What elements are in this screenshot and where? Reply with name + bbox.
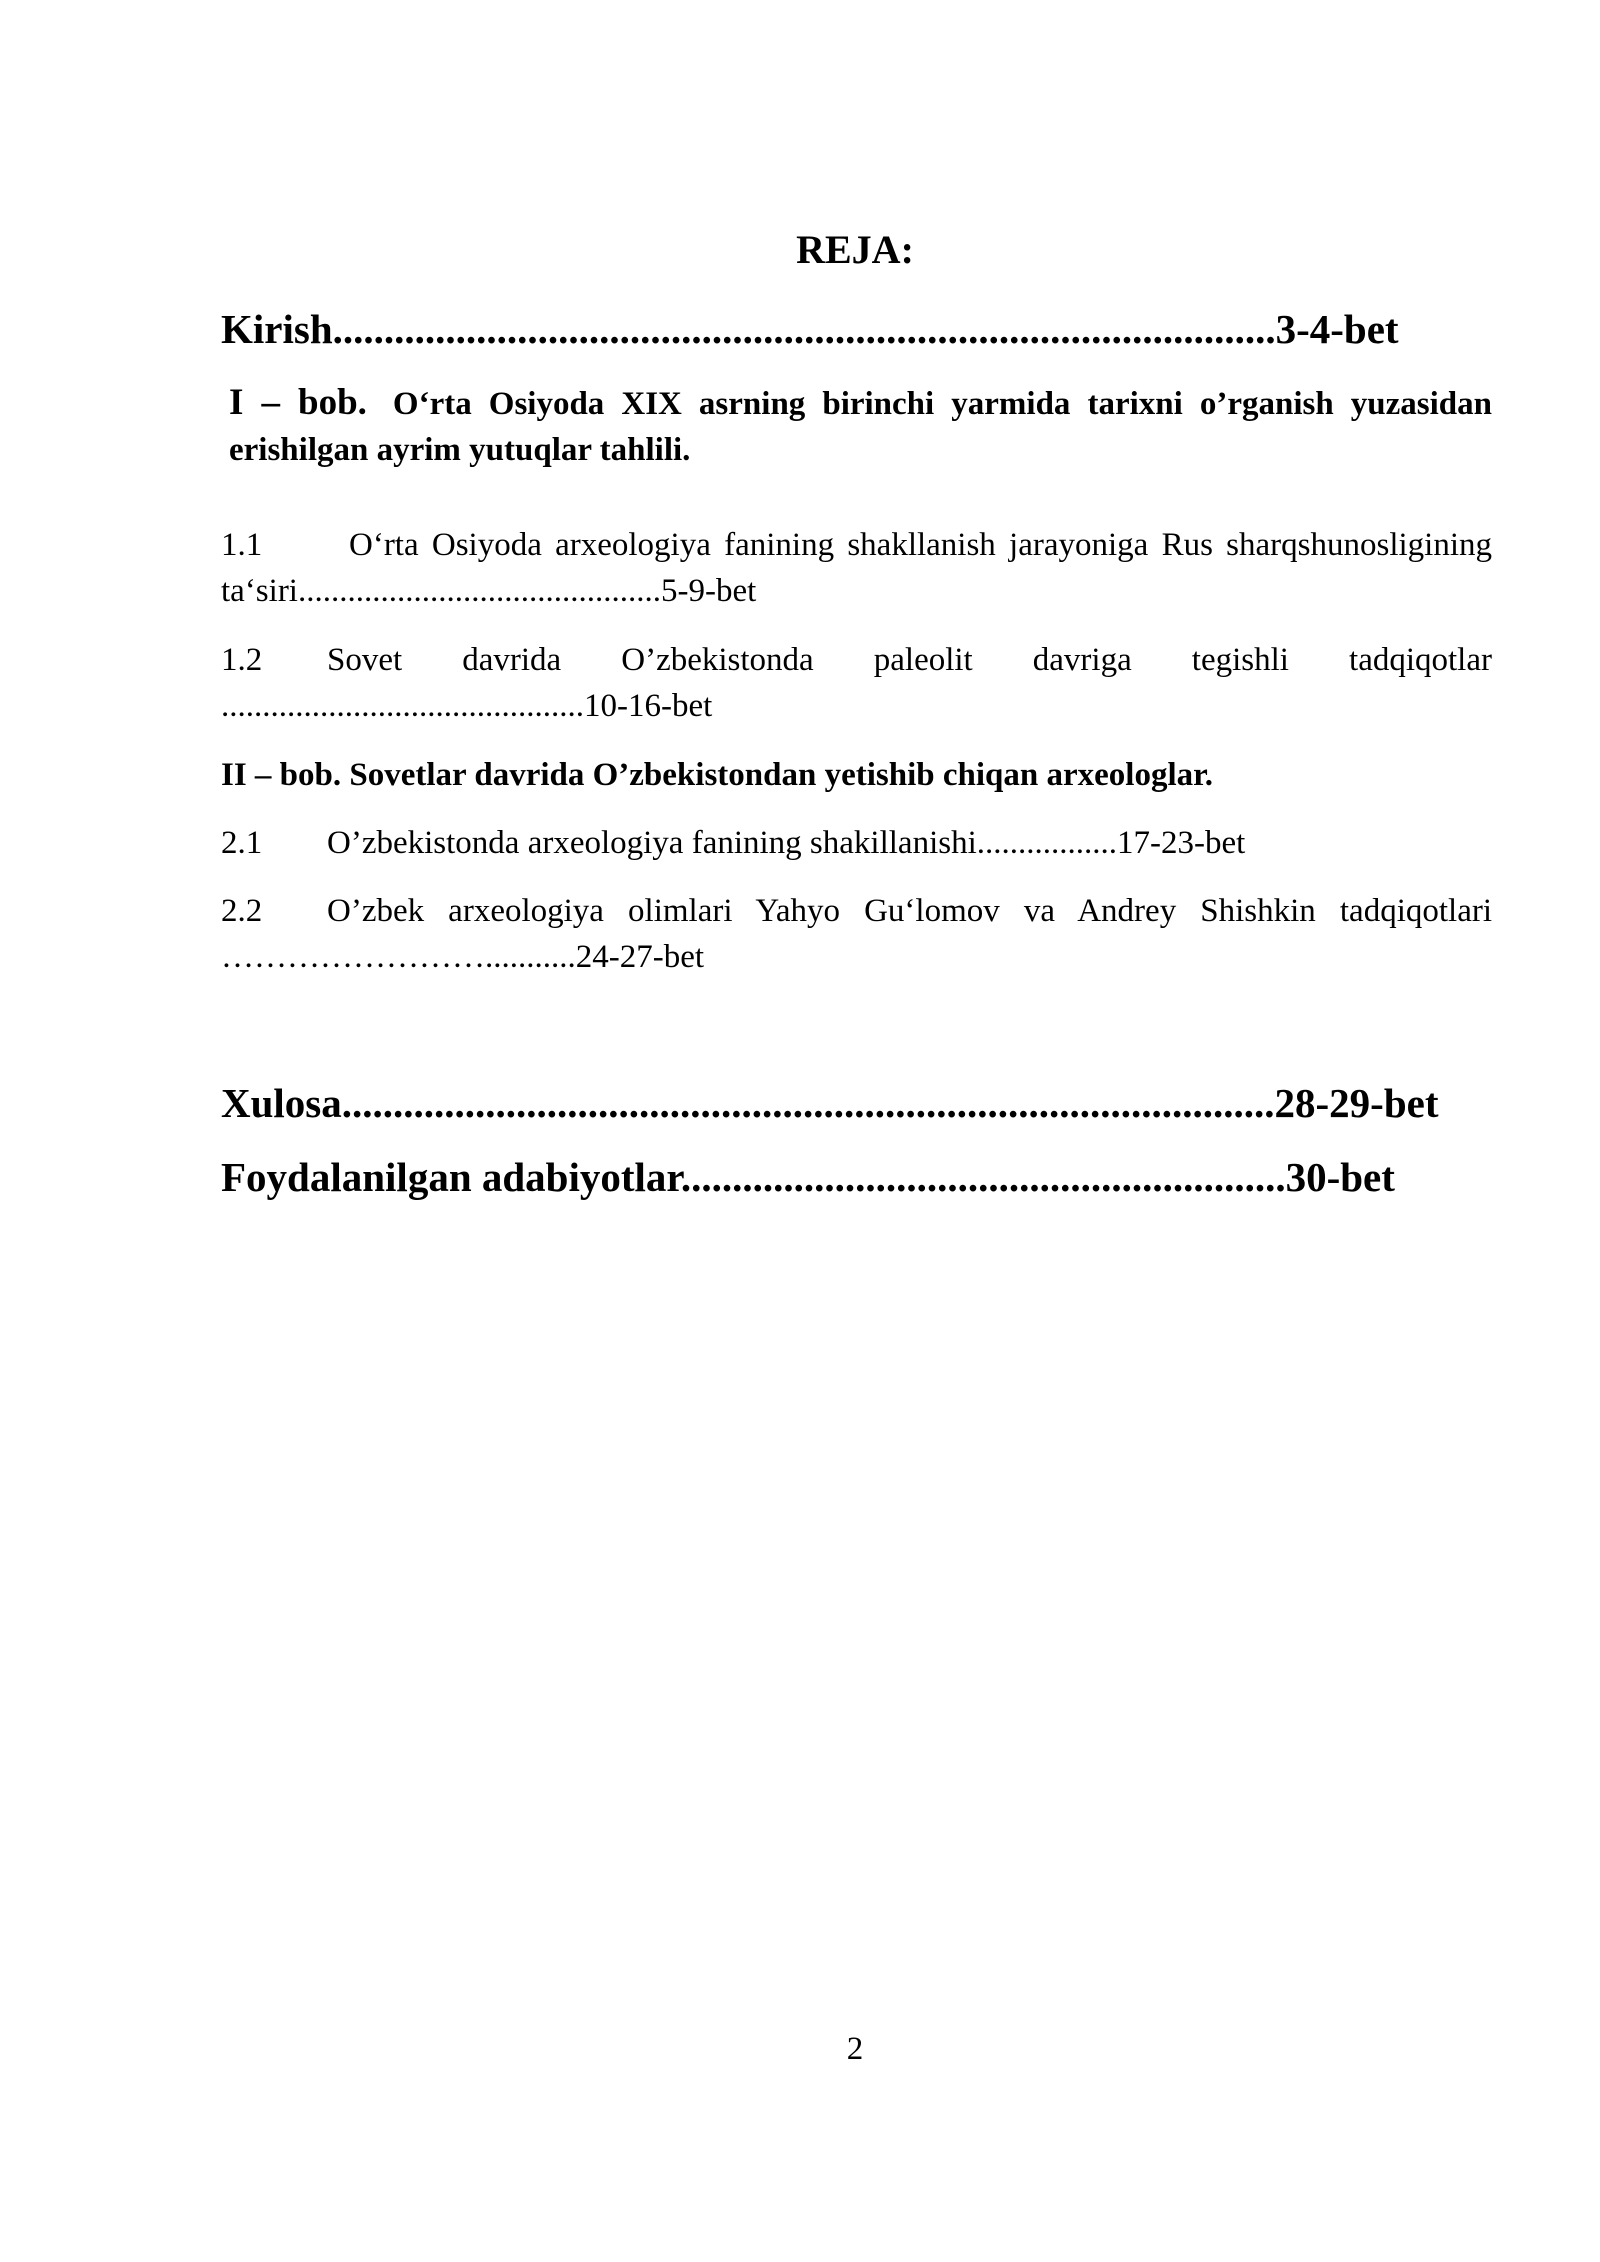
section-text: Sovet davrida O’zbekistonda paleolit davriga tegishli tadqiqotlar ............................................10-16-bet — [221, 642, 1492, 724]
toc-entry-foydalanilgan-adabiyotlar: Foydalanilgan adabiyotlar...........................................................30-bet — [221, 1154, 1395, 1200]
section-number: 2.1 — [221, 825, 263, 861]
page-title: REJA: — [796, 227, 914, 272]
toc-chapter-1 — [229, 380, 1492, 473]
chapter-1-title: O‘rta Osiyoda XIX asrning birinchi yarmida tarixni o’rganish yuzasidan erishilgan ayrim yutuqlar tahlili. — [229, 386, 1492, 468]
toc-section-2-2 — [221, 888, 1492, 980]
toc-chapter-2: II – bob. Sovetlar davrida O’zbekistondan yetishib chiqan arxeologlar. — [221, 757, 1213, 793]
section-text: O’zbekistonda arxeologiya fanining shakillanishi.................17-23-bet — [327, 825, 1246, 861]
toc-section-1-1 — [221, 522, 1492, 614]
page-number: 2 — [846, 2031, 864, 2067]
section-number: 1.1 — [221, 527, 263, 563]
toc-section-1-2 — [221, 637, 1492, 729]
section-number: 1.2 — [221, 642, 263, 678]
toc-section-2-1 — [221, 820, 1492, 866]
section-text: O’zbek arxeologiya olimlari Yahyo Gu‘lomov va Andrey Shishkin tadqiqotlari ……………………...........24-27-bet — [221, 893, 1492, 975]
section-number: 2.2 — [221, 893, 263, 929]
toc-entry-kirish: Kirish............................................................................................3-4-bet — [221, 306, 1399, 352]
chapter-1-label: I – bob. — [229, 382, 367, 423]
toc-entry-xulosa: Xulosa...........................................................................................28-29-bet — [221, 1080, 1439, 1126]
section-text: O‘rta Osiyoda arxeologiya fanining shakllanish jarayoniga Rus sharqshunosligining ta‘siri............................................5-9-bet — [221, 527, 1492, 609]
